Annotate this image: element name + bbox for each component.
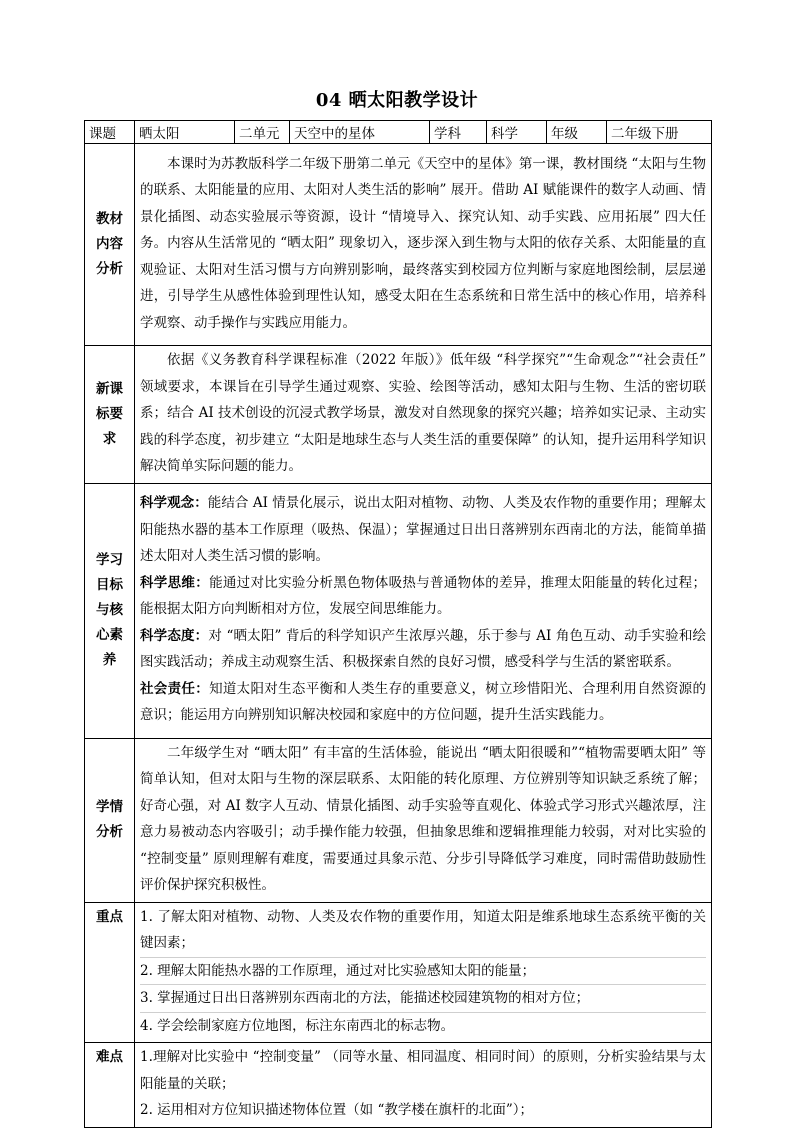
goal-thinking: 科学思维：能通过对比实验分析黑色物体吸热与普通物体的差异，推理太阳能量的转化过程；能根据太阳方向判断相对方位，发展空间思维能力。 xyxy=(140,574,706,618)
header-cell-subject: 科学 xyxy=(487,121,547,144)
row-curriculum-standard xyxy=(85,346,712,484)
header-cell-grade-label: 年级 xyxy=(547,121,607,144)
row-content-curriculum-standard: 依据《义务教育科学课程标准（2022 年版）》低年级 “科学探究”“生命观念”“社会责任” 领域要求，本课旨在引导学生通过观察、实验、绘图等活动，感知太阳与生物、生活的密切联系；结合 AI 技术创设的沉浸式教学场景，激发对自然现象的探究兴趣；培养如实记录、主动实践的科学态度，初步建立 “太阳是地球生态与人类生活的重要保障” 的认知，提升运用科学知识解决简单实际问题的能力。 xyxy=(135,346,712,484)
difficult-point-item: 1.理解对比实验中 “控制变量” （同等水量、相同温度、相同时间）的原则，分析实验结果与太阳能量的关联； xyxy=(140,1049,706,1092)
key-point-item: 4. 学会绘制家庭方位地图，标注东南西北的标志物。 xyxy=(140,1017,455,1034)
row-content-textbook-analysis: 本课时为苏教版科学二年级下册第二单元《天空中的星体》第一课，教材围绕 “太阳与生物的联系、太阳能量的应用、太阳对人类生活的影响” 展开。借助 AI 赋能课件的数字人动画、情景化插图、动态实验展示等资源，设计 “情境导入、探究认知、动手实践、应用拓展” 四大任务。内容从生活常见的 “晒太阳” 现象切入，逐步深入到生物与太阳的依存关系、太阳能量的直观验证、太阳对生活习惯与方向辨别影响，最终落实到校园方位判断与家庭地图绘制，层层递进，引导学生从感性体验到理性认知，感受太阳在生态系统和日常生活中的核心作用，培养科学观察、动手操作与实践应用能力。 xyxy=(135,144,712,346)
row-key-points xyxy=(85,902,712,1043)
goal-attitude: 科学态度：对 “晒太阳” 背后的科学知识产生浓厚兴趣，乐于参与 AI 角色互动、动手实验和绘图实践活动；养成主动观察生活、积极探索自然的良好习惯，感受科学与生活的紧密联系。 xyxy=(140,627,706,671)
header-cell-unit: 二单元 xyxy=(235,121,290,144)
row-content-student-analysis: 二年级学生对 “晒太阳” 有丰富的生活体验，能说出 “晒太阳很暖和”“植物需要晒太阳” 等简单认知，但对太阳与生物的深层联系、太阳能的转化原理、方位辨别等知识缺乏系统了解；好奇心强，对 AI 数字人互动、情景化插图、动手实验等直观化、体验式学习形式兴趣浓厚，注意力易被动态内容吸引；动手操作能力较强，但抽象思维和逻辑推理能力较弱，对对比实验的 “控制变量” 原则理解有难度，需要通过具象示范、分步引导降低学习难度，同时需借助鼓励性评价保护探究积极性。 xyxy=(135,738,712,902)
row-label-student-analysis: 学情 分析 xyxy=(85,738,135,902)
row-label-learning-goals: 学习 目标 与核 心素 养 xyxy=(85,483,135,738)
header-cell-subject-label: 学科 xyxy=(430,121,487,144)
key-point-item: 2. 理解太阳能热水器的工作原理，通过对比实验感知太阳的能量； xyxy=(140,958,706,986)
lesson-plan-table xyxy=(84,120,712,1128)
header-cell-grade: 二年级下册 xyxy=(607,121,712,144)
key-point-item: 1. 了解太阳对植物、动物、人类及农作物的重要作用，知道太阳是维系地球生态系统平衡的关键因素； xyxy=(140,904,706,958)
row-content-key-points xyxy=(135,902,712,1043)
page-title: 04 晒太阳教学设计 xyxy=(315,90,479,111)
header-cell-topic: 晒太阳 xyxy=(135,121,235,144)
row-label-textbook-analysis: 教材 内容 分析 xyxy=(85,144,135,346)
row-label-key-points: 重点 xyxy=(85,902,135,1043)
row-learning-goals xyxy=(85,483,712,738)
row-difficult-points xyxy=(85,1043,712,1128)
goal-responsibility: 社会责任：知道太阳对生态平衡和人类生存的重要意义，树立珍惜阳光、合理利用自然资源的意识；能运用方向辨别知识解决校园和家庭中的方位问题，提升生活实践能力。 xyxy=(140,680,706,724)
row-student-analysis xyxy=(85,738,712,902)
difficult-point-item: 2. 运用相对方位知识描述物体位置（如 “教学楼在旗杆的北面”）； xyxy=(140,1102,534,1118)
header-cell-topic-label: 课题 xyxy=(85,121,135,144)
header-row xyxy=(85,121,712,144)
key-point-item: 3. 掌握通过日出日落辨别东西南北的方法，能描述校园建筑物的相对方位； xyxy=(140,985,706,1013)
goal-concept: 科学观念：能结合 AI 情景化展示，说出太阳对植物、动物、人类及农作物的重要作用；理解太阳能热水器的基本工作原理（吸热、保温）；掌握通过日出日落辨别东西南北的方法，能简单描述太阳对人类生活习惯的影响。 xyxy=(140,495,707,565)
row-label-difficult-points: 难点 xyxy=(85,1043,135,1128)
row-content-difficult-points xyxy=(135,1043,712,1128)
row-label-curriculum-standard: 新课 标要 求 xyxy=(85,346,135,484)
row-content-learning-goals xyxy=(135,483,712,738)
header-cell-unit-name: 天空中的星体 xyxy=(290,121,430,144)
row-textbook-analysis xyxy=(85,144,712,346)
